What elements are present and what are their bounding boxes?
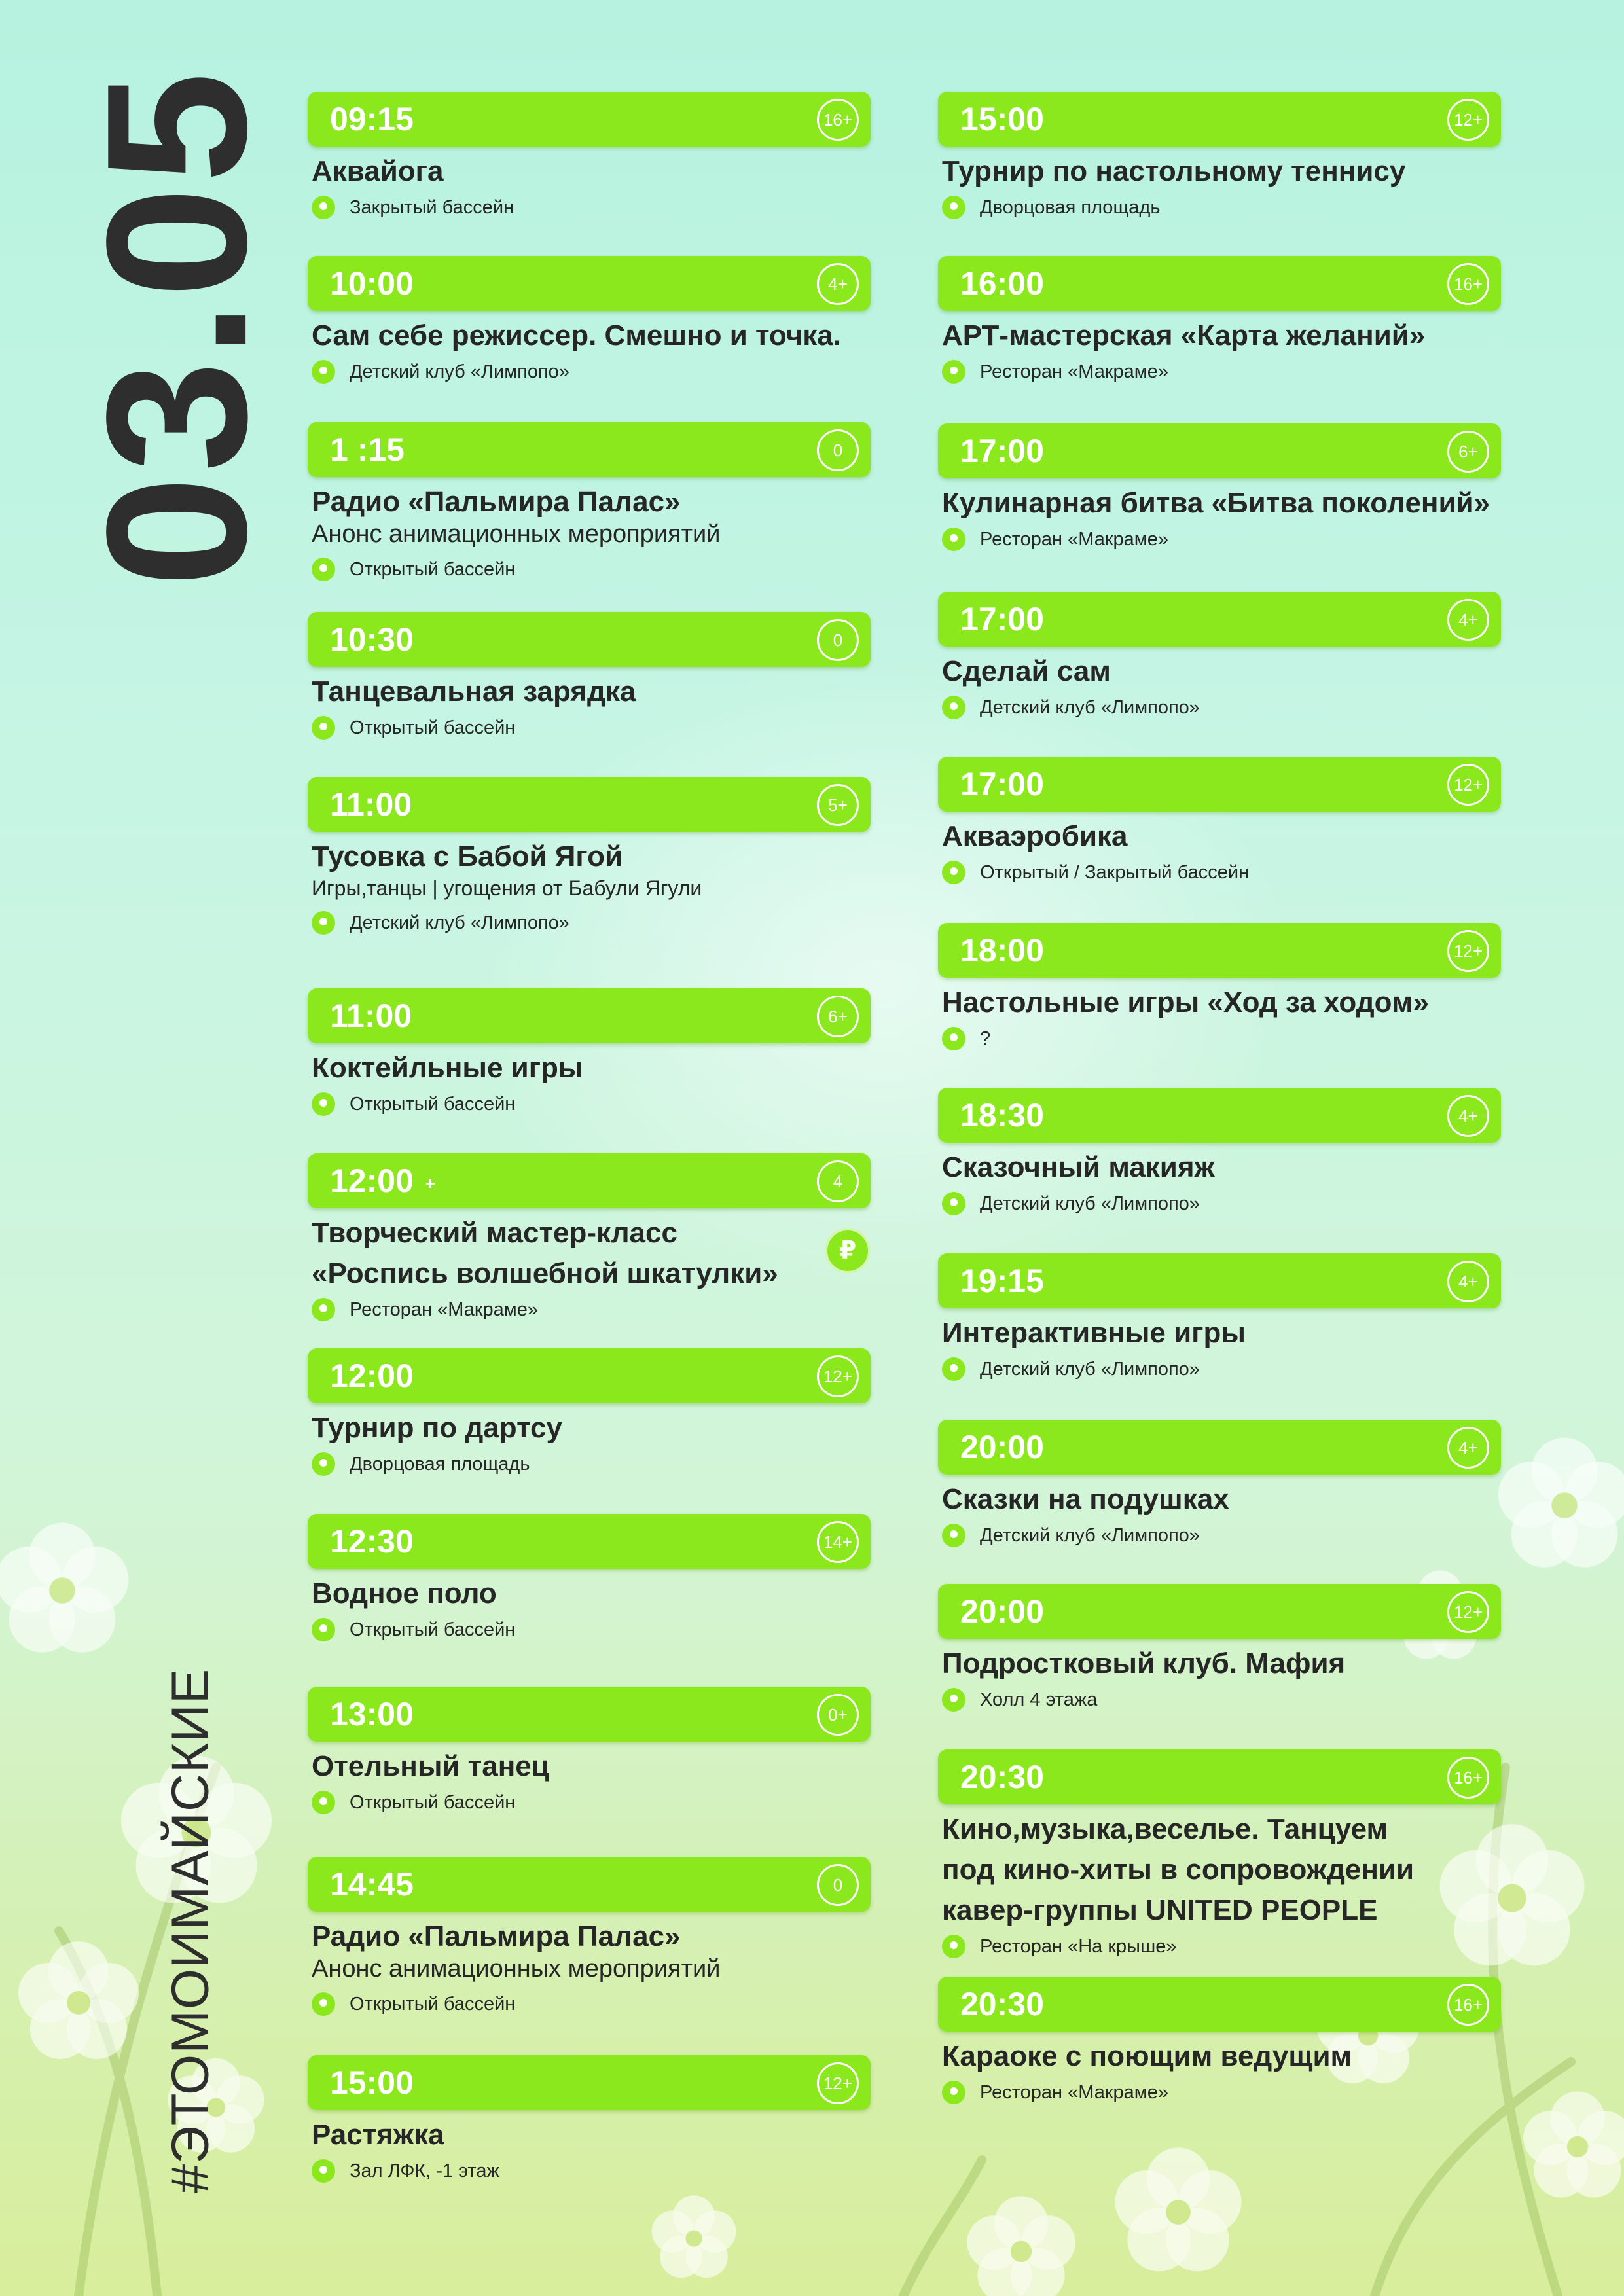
event-card: [938, 1253, 1501, 1384]
event-card: [308, 2055, 871, 2186]
event-time-mark: +: [425, 1173, 436, 1193]
event-title: Кино,музыка,веселье. Танцуем: [942, 1813, 1388, 1845]
event-location-name: Детский клуб «Лимпопо»: [350, 361, 569, 382]
event-title: Творческий мастер-класс: [312, 1217, 677, 1249]
event-time: [960, 92, 1044, 147]
event-card: [938, 256, 1501, 387]
event-location: [942, 524, 1501, 554]
event-time: [330, 1348, 414, 1403]
time-bar: [308, 1857, 871, 1912]
time-bar: [308, 1687, 871, 1742]
event-card: [308, 1153, 871, 1325]
location-pin-icon: [942, 196, 965, 219]
event-time: [960, 923, 1044, 978]
event-title-line-3: кавер-группы UNITED PEOPLE: [942, 1894, 1378, 1926]
location-pin-icon: [312, 360, 335, 384]
event-location-name: Детский клуб «Лимпопо»: [350, 912, 569, 933]
event-time: [960, 423, 1044, 478]
event-time: [330, 92, 414, 147]
event-time-value: 14:45: [330, 1866, 414, 1903]
event-title: Сделай сам: [942, 655, 1111, 687]
event-card: [308, 1687, 871, 1818]
ruble-paid-icon: ₽: [825, 1228, 871, 1274]
event-time-value: 17:00: [960, 601, 1044, 637]
time-bar: [938, 1253, 1501, 1308]
event-title: Сказочный макияж: [942, 1151, 1215, 1183]
location-pin-icon: [942, 2081, 965, 2104]
age-rating-badge: 4+: [1447, 1095, 1489, 1137]
event-card: [938, 757, 1501, 888]
event-location: [312, 1787, 871, 1818]
event-location-name: Открытый / Закрытый бассейн: [980, 861, 1250, 883]
event-time-value: 15:00: [960, 101, 1044, 137]
event-time-value: 15:00: [330, 2064, 414, 2101]
event-title: Настольные игры «Ход за ходом»: [942, 986, 1429, 1018]
age-rating-badge: 16+: [1447, 1757, 1489, 1799]
event-location: [312, 192, 871, 223]
event-card: [938, 592, 1501, 723]
event-time: [330, 612, 414, 667]
event-card: [938, 1749, 1501, 1962]
event-time: [960, 1977, 1044, 2032]
event-time-value: 12:00: [330, 1357, 414, 1394]
hashtag-text: #ЭТОМОИМАЙСКИЕ: [160, 1668, 219, 2194]
time-bar: [308, 988, 871, 1043]
event-card: [938, 1420, 1501, 1551]
date-title: [65, 67, 289, 587]
event-time-value: 10:30: [330, 621, 414, 658]
age-rating-badge: 5+: [817, 784, 859, 826]
event-card: [308, 422, 871, 584]
time-bar: [938, 757, 1501, 812]
age-rating-badge: 14+: [817, 1521, 859, 1563]
event-time: [960, 1253, 1044, 1308]
location-pin-icon: [942, 1192, 965, 1215]
event-time: [330, 1514, 414, 1569]
event-time-value: 12:00: [330, 1162, 414, 1199]
event-time-value: 18:30: [960, 1097, 1044, 1134]
event-location-name: Ресторан «Макраме»: [980, 361, 1168, 382]
event-location-name: Открытый бассейн: [350, 558, 516, 580]
event-title: Интерактивные игры: [942, 1317, 1246, 1349]
event-time-value: 1 :15: [330, 431, 405, 468]
age-rating-badge: 0: [817, 429, 859, 471]
event-card: [308, 1857, 871, 2019]
event-title-line-2: «Роспись волшебной шкатулки»: [312, 1257, 778, 1289]
location-pin-icon: [942, 1027, 965, 1050]
event-title: АРТ-мастерская «Карта желаний»: [942, 319, 1426, 351]
event-time-value: 10:00: [330, 265, 414, 302]
event-title: Водное поло: [312, 1577, 497, 1609]
event-card: [308, 92, 871, 223]
event-card: [308, 612, 871, 743]
event-location-name: Детский клуб «Лимпопо»: [980, 1193, 1200, 1214]
event-time: [330, 422, 405, 477]
event-subtitle: Игры,танцы | угощения от Бабули Ягули: [312, 876, 702, 900]
time-bar: [308, 612, 871, 667]
age-rating-badge: 0+: [817, 1694, 859, 1736]
event-title: Турнир по дартсу: [312, 1412, 562, 1444]
event-time-value: 12:30: [330, 1523, 414, 1560]
event-time-value: 13:00: [330, 1696, 414, 1732]
event-title: Отельный танец: [312, 1750, 549, 1782]
event-location: [942, 1189, 1501, 1219]
location-pin-icon: [942, 696, 965, 719]
time-bar: [308, 1514, 871, 1569]
event-time: [960, 592, 1044, 647]
event-time-value: 11:00: [330, 997, 412, 1034]
event-title: Подростковый клуб. Мафия: [942, 1647, 1346, 1679]
event-location-name: Холл 4 этажа: [980, 1689, 1098, 1710]
event-location: [942, 192, 1501, 223]
age-rating-badge: 4+: [1447, 1261, 1489, 1302]
event-subtitle: Анонс анимационных мероприятий: [312, 1955, 721, 1982]
event-card: [938, 92, 1501, 223]
event-location-name: Ресторан «Макраме»: [350, 1299, 538, 1320]
time-bar: [938, 923, 1501, 978]
time-bar: [308, 92, 871, 147]
event-time-value: 18:00: [960, 932, 1044, 969]
event-card: [938, 423, 1501, 554]
event-location: [312, 357, 871, 387]
event-card: [938, 1584, 1501, 1715]
event-time: [330, 1153, 435, 1211]
age-rating-badge: 4+: [1447, 1427, 1489, 1469]
event-location-name: Открытый бассейн: [350, 1093, 516, 1115]
event-location-name: Открытый бассейн: [350, 1791, 516, 1813]
event-time: [330, 1687, 414, 1742]
age-rating-badge: 0: [817, 1864, 859, 1906]
event-card: [938, 1977, 1501, 2108]
event-location: [942, 1685, 1501, 1715]
time-bar: [938, 1749, 1501, 1804]
event-location: [942, 357, 1501, 387]
event-time-value: 17:00: [960, 766, 1044, 802]
location-pin-icon: [312, 1618, 335, 1641]
event-time: [330, 2055, 414, 2110]
event-title: Радио «Пальмира Палас»: [312, 1920, 681, 1952]
age-rating-badge: 12+: [1447, 1591, 1489, 1633]
event-title-line-2: под кино-хиты в сопровождении: [942, 1854, 1415, 1886]
event-location: [312, 1615, 871, 1645]
event-title: Коктейльные игры: [312, 1052, 583, 1084]
event-location: [942, 2077, 1501, 2108]
event-location: [942, 1354, 1501, 1384]
location-pin-icon: [942, 1357, 965, 1381]
time-bar: [938, 1977, 1501, 2032]
event-time-value: 16:00: [960, 265, 1044, 302]
age-rating-badge: 12+: [1447, 99, 1489, 141]
time-bar: [938, 423, 1501, 478]
event-time: [960, 1420, 1044, 1475]
event-location-name: Открытый бассейн: [350, 1993, 516, 2015]
event-time: [960, 256, 1044, 311]
event-location: [312, 1989, 871, 2019]
event-location-name: Открытый бассейн: [350, 1619, 516, 1640]
event-location-name: Ресторан «Макраме»: [980, 528, 1168, 550]
time-bar: [308, 422, 871, 477]
hashtag-label: [141, 1636, 239, 2225]
event-title: Караоке с поющим ведущим: [942, 2040, 1352, 2072]
event-card: [308, 777, 871, 938]
event-location-name: Детский клуб «Лимпопо»: [980, 696, 1200, 718]
event-location: [312, 2156, 871, 2186]
time-bar: [938, 256, 1501, 311]
event-card: [308, 1514, 871, 1645]
event-time-value: 17:00: [960, 433, 1044, 469]
age-rating-badge: 12+: [817, 1355, 859, 1397]
location-pin-icon: [942, 1935, 965, 1958]
event-location: [312, 908, 871, 938]
event-location-name: Ресторан «Макраме»: [980, 2081, 1168, 2103]
event-time: [330, 256, 414, 311]
location-pin-icon: [312, 716, 335, 740]
event-time-value: 20:00: [960, 1593, 1044, 1630]
location-pin-icon: [312, 1452, 335, 1476]
event-location-name: Дворцовая площадь: [350, 1453, 530, 1475]
time-bar: [938, 1088, 1501, 1143]
event-time-value: 09:15: [330, 101, 414, 137]
age-rating-badge: 6+: [1447, 431, 1489, 473]
age-rating-badge: 4: [817, 1160, 859, 1202]
event-title: Кулинарная битва «Битва поколений»: [942, 487, 1490, 519]
age-rating-badge: 12+: [1447, 764, 1489, 806]
event-location-name: Открытый бассейн: [350, 717, 516, 738]
event-location: [312, 1449, 871, 1479]
location-pin-icon: [312, 1791, 335, 1814]
location-pin-icon: [312, 1092, 335, 1116]
location-pin-icon: [312, 1298, 335, 1321]
date-text: 03.05: [65, 67, 289, 587]
event-location: [312, 554, 871, 584]
event-location: [312, 1295, 871, 1325]
age-rating-badge: 16+: [1447, 1984, 1489, 2026]
event-card: [308, 988, 871, 1119]
event-location: [942, 1931, 1501, 1962]
event-time: [960, 1584, 1044, 1639]
location-pin-icon: [312, 1992, 335, 2016]
event-location-name: Дворцовая площадь: [980, 196, 1161, 218]
event-title: Радио «Пальмира Палас»: [312, 486, 681, 518]
time-bar: [938, 592, 1501, 647]
location-pin-icon: [312, 2159, 335, 2183]
event-time: [330, 1857, 414, 1912]
event-time-value: 20:30: [960, 1759, 1044, 1795]
event-title: Сказки на подушках: [942, 1483, 1229, 1515]
event-location: [312, 1089, 871, 1119]
event-location: [942, 1520, 1501, 1551]
location-pin-icon: [942, 528, 965, 551]
event-location: [942, 692, 1501, 723]
time-bar: [308, 2055, 871, 2110]
age-rating-badge: 16+: [817, 99, 859, 141]
event-time-value: 19:15: [960, 1263, 1044, 1299]
event-title: Акваэробика: [942, 820, 1128, 852]
time-bar: [308, 1153, 871, 1208]
event-time: [960, 757, 1044, 812]
age-rating-badge: 16+: [1447, 263, 1489, 305]
event-location: [942, 1024, 1501, 1054]
location-pin-icon: [312, 196, 335, 219]
location-pin-icon: [312, 558, 335, 581]
event-title: Аквайога: [312, 155, 444, 187]
location-pin-icon: [942, 360, 965, 384]
event-time: [330, 988, 412, 1043]
age-rating-badge: 0: [817, 619, 859, 661]
event-card: [308, 1348, 871, 1479]
event-location-name: Зал ЛФК, -1 этаж: [350, 2160, 499, 2181]
location-pin-icon: [942, 1524, 965, 1547]
age-rating-badge: 12+: [817, 2062, 859, 2104]
event-time-value: 11:00: [330, 786, 412, 823]
age-rating-badge: 4+: [817, 263, 859, 305]
event-time-value: 20:00: [960, 1429, 1044, 1465]
event-location-name: Ресторан «На крыше»: [980, 1935, 1177, 1957]
location-pin-icon: [942, 861, 965, 884]
location-pin-icon: [312, 911, 335, 935]
time-bar: [308, 777, 871, 832]
time-bar: [308, 1348, 871, 1403]
time-bar: [938, 92, 1501, 147]
event-location-name: ?: [980, 1028, 991, 1049]
event-title: Танцевальная зарядка: [312, 675, 636, 708]
age-rating-badge: 4+: [1447, 599, 1489, 641]
event-time: [960, 1088, 1044, 1143]
time-bar: [938, 1420, 1501, 1475]
event-location-name: Закрытый бассейн: [350, 196, 514, 218]
event-card: [938, 923, 1501, 1054]
location-pin-icon: [942, 1688, 965, 1712]
event-title: Турнир по настольному теннису: [942, 155, 1406, 187]
event-location: [312, 713, 871, 743]
age-rating-badge: 12+: [1447, 930, 1489, 972]
event-title: Растяжка: [312, 2119, 444, 2151]
age-rating-badge: 6+: [817, 996, 859, 1037]
event-title: Сам себе режиссер. Смешно и точка.: [312, 319, 841, 351]
event-title: Тусовка с Бабой Ягой: [312, 840, 623, 872]
event-subtitle: Анонс анимационных мероприятий: [312, 520, 721, 548]
time-bar: [308, 256, 871, 311]
event-location-name: Детский клуб «Лимпопо»: [980, 1524, 1200, 1546]
event-time: [330, 777, 412, 832]
event-location-name: Детский клуб «Лимпопо»: [980, 1358, 1200, 1380]
event-time-value: 20:30: [960, 1986, 1044, 2022]
time-bar: [938, 1584, 1501, 1639]
event-card: [308, 256, 871, 387]
event-time: [960, 1749, 1044, 1804]
event-card: [938, 1088, 1501, 1219]
event-location: [942, 857, 1501, 888]
